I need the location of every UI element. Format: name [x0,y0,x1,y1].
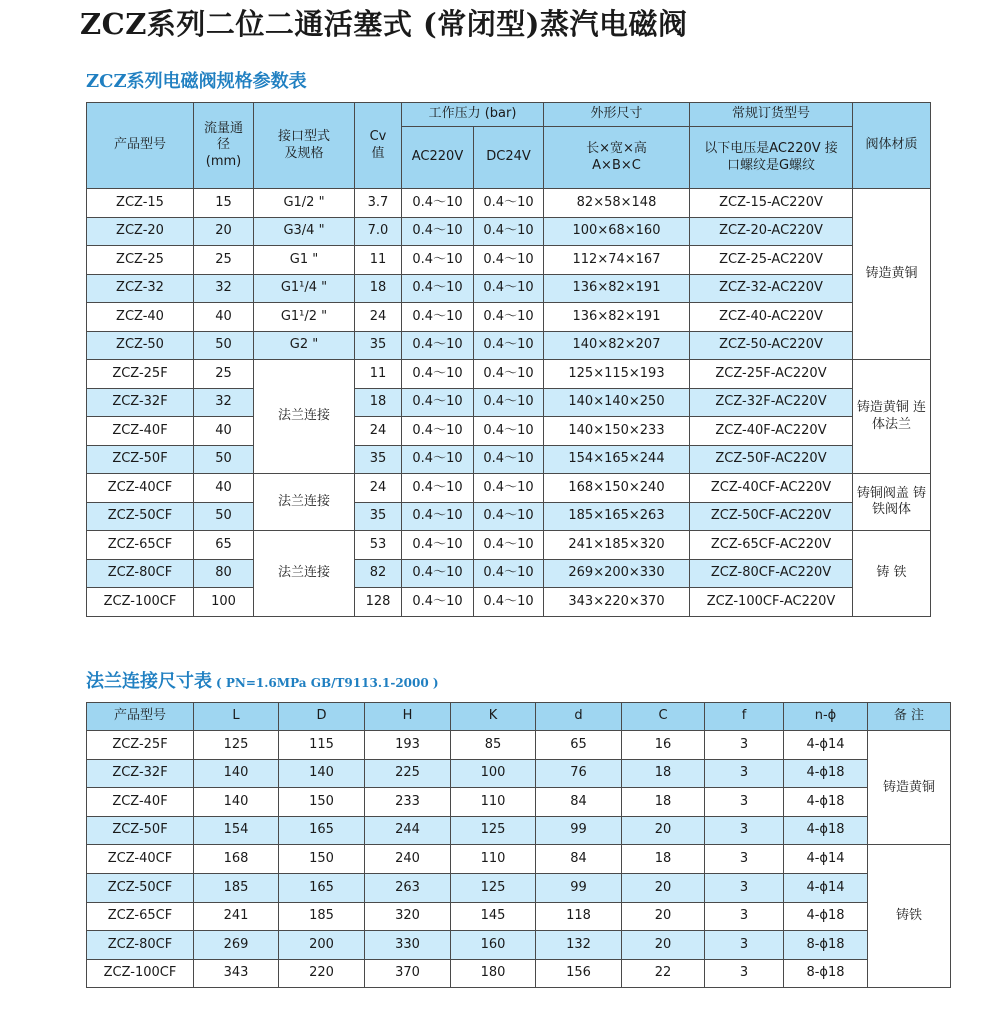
cell-flow: 40 [194,417,254,446]
cell-flow: 25 [194,360,254,389]
cell-ac: 0.4～10 [402,445,474,474]
flange-row [87,731,951,760]
cell-ac: 0.4～10 [402,331,474,360]
flange-col-header: H [365,703,451,731]
cell-model: ZCZ-25F [87,360,194,389]
flange-cell: 193 [365,731,451,760]
flange-table-title-text: 法兰连接尺寸表 [86,671,212,692]
spec-row [87,217,931,246]
flange-cell: 85 [451,731,536,760]
cell-order: ZCZ-50F-AC220V [690,445,853,474]
col-header-flow: 流量通径(mm) [194,103,254,189]
flange-cell: 22 [622,959,705,988]
flange-cell: 3 [705,788,784,817]
flange-cell: 220 [279,959,365,988]
flange-cell: 150 [279,788,365,817]
flange-cell: 145 [451,902,536,931]
flange-table [86,702,951,988]
spec-row [87,189,931,218]
cell-flow: 40 [194,303,254,332]
flange-cell: ZCZ-80CF [87,931,194,960]
cell-cv: 11 [355,360,402,389]
flange-cell: 156 [536,959,622,988]
spec-row [87,417,931,446]
flange-cell: 84 [536,845,622,874]
spec-table [86,102,931,617]
cell-dc: 0.4～10 [474,559,544,588]
cell-port-merged: 法兰连接 [254,474,355,531]
cell-cv: 18 [355,388,402,417]
flange-col-header: C [622,703,705,731]
cell-cv: 35 [355,331,402,360]
flange-cell: 4-ϕ14 [784,873,868,902]
flange-cell: 125 [451,816,536,845]
flange-row [87,816,951,845]
flange-cell: 168 [194,845,279,874]
flange-col-header: L [194,703,279,731]
cell-model: ZCZ-40CF [87,474,194,503]
col-header-ac: AC220V [402,127,474,189]
flange-cell: 4-ϕ18 [784,902,868,931]
cell-order: ZCZ-25F-AC220V [690,360,853,389]
cell-flow: 20 [194,217,254,246]
spec-row [87,360,931,389]
cell-ac: 0.4～10 [402,531,474,560]
cell-flow: 40 [194,474,254,503]
spec-row [87,531,931,560]
cell-flow: 50 [194,331,254,360]
cell-model: ZCZ-32 [87,274,194,303]
cell-cv: 35 [355,445,402,474]
flange-cell: 140 [194,759,279,788]
flange-cell: 244 [365,816,451,845]
spec-row [87,388,931,417]
cell-flow: 15 [194,189,254,218]
flange-cell: 3 [705,845,784,874]
flange-cell: 18 [622,759,705,788]
cell-dc: 0.4～10 [474,502,544,531]
col-header-port: 接口型式及规格 [254,103,355,189]
flange-remark: 铸造黄铜 [868,731,951,845]
flange-cell: 8-ϕ18 [784,931,868,960]
flange-cell: 115 [279,731,365,760]
cell-order: ZCZ-50CF-AC220V [690,502,853,531]
cell-port-merged: 法兰连接 [254,531,355,617]
cell-ac: 0.4～10 [402,388,474,417]
spec-row [87,246,931,275]
cell-ac: 0.4～10 [402,588,474,617]
flange-cell: 99 [536,873,622,902]
flange-cell: 140 [194,788,279,817]
flange-cell: 3 [705,731,784,760]
cell-material: 铸造黄铜 [853,189,931,360]
flange-row [87,845,951,874]
flange-cell: 241 [194,902,279,931]
col-header-order-sub: 以下电压是AC220V 接口螺纹是G螺纹 [690,127,853,189]
flange-cell: 65 [536,731,622,760]
cell-port: G1¹/2 " [254,303,355,332]
cell-cv: 53 [355,531,402,560]
cell-model: ZCZ-50 [87,331,194,360]
col-header-pressure: 工作压力 (bar) [402,103,544,127]
cell-dc: 0.4～10 [474,588,544,617]
cell-dc: 0.4～10 [474,331,544,360]
cell-order: ZCZ-32-AC220V [690,274,853,303]
cell-port: G1¹/4 " [254,274,355,303]
flange-cell: 320 [365,902,451,931]
flange-cell: 20 [622,873,705,902]
cell-cv: 11 [355,246,402,275]
cell-order: ZCZ-40F-AC220V [690,417,853,446]
flange-cell: 110 [451,845,536,874]
flange-cell: 240 [365,845,451,874]
spec-row [87,274,931,303]
cell-port: G3/4 " [254,217,355,246]
flange-cell: ZCZ-50CF [87,873,194,902]
flange-cell: 8-ϕ18 [784,959,868,988]
cell-dc: 0.4～10 [474,274,544,303]
cell-model: ZCZ-50CF [87,502,194,531]
flange-cell: 263 [365,873,451,902]
cell-ac: 0.4～10 [402,303,474,332]
flange-cell: 3 [705,759,784,788]
cell-dims: 269×200×330 [544,559,690,588]
col-header-cv: Cv值 [355,103,402,189]
spec-row [87,588,931,617]
cell-cv: 24 [355,417,402,446]
flange-cell: 4-ϕ14 [784,845,868,874]
cell-order: ZCZ-40-AC220V [690,303,853,332]
cell-flow: 25 [194,246,254,275]
cell-model: ZCZ-32F [87,388,194,417]
cell-dims: 125×115×193 [544,360,690,389]
flange-cell: 370 [365,959,451,988]
flange-cell: 4-ϕ14 [784,731,868,760]
flange-cell: ZCZ-32F [87,759,194,788]
flange-cell: 140 [279,759,365,788]
flange-row [87,873,951,902]
cell-ac: 0.4～10 [402,189,474,218]
cell-model: ZCZ-40 [87,303,194,332]
cell-ac: 0.4～10 [402,502,474,531]
spec-row [87,502,931,531]
flange-cell: 125 [451,873,536,902]
flange-cell: 180 [451,959,536,988]
flange-row [87,959,951,988]
flange-cell: 200 [279,931,365,960]
cell-cv: 3.7 [355,189,402,218]
flange-cell: 3 [705,816,784,845]
cell-flow: 32 [194,388,254,417]
cell-dc: 0.4～10 [474,246,544,275]
cell-dims: 112×74×167 [544,246,690,275]
cell-dc: 0.4～10 [474,388,544,417]
cell-model: ZCZ-15 [87,189,194,218]
cell-ac: 0.4～10 [402,217,474,246]
cell-dc: 0.4～10 [474,531,544,560]
flange-table-title [86,667,439,693]
col-header-dc: DC24V [474,127,544,189]
flange-cell: 4-ϕ18 [784,788,868,817]
flange-cell: 185 [194,873,279,902]
cell-dc: 0.4～10 [474,217,544,246]
flange-cell: ZCZ-50F [87,816,194,845]
cell-order: ZCZ-40CF-AC220V [690,474,853,503]
cell-order: ZCZ-80CF-AC220V [690,559,853,588]
flange-cell: 225 [365,759,451,788]
cell-port: G1/2 " [254,189,355,218]
cell-dc: 0.4～10 [474,303,544,332]
flange-row [87,931,951,960]
cell-port: G2 " [254,331,355,360]
flange-cell: 20 [622,931,705,960]
spec-table-title: ZCZ系列电磁阀规格参数表 [86,71,307,92]
cell-port: G1 " [254,246,355,275]
cell-order: ZCZ-50-AC220V [690,331,853,360]
cell-order: ZCZ-65CF-AC220V [690,531,853,560]
page-title: ZCZ系列二位二通活塞式 (常闭型)蒸汽电磁阀 [80,7,688,41]
flange-cell: 16 [622,731,705,760]
flange-col-header: n-ϕ [784,703,868,731]
flange-cell: 3 [705,931,784,960]
cell-flow: 65 [194,531,254,560]
spec-row [87,331,931,360]
cell-cv: 24 [355,474,402,503]
cell-ac: 0.4～10 [402,417,474,446]
cell-dims: 100×68×160 [544,217,690,246]
cell-dc: 0.4～10 [474,445,544,474]
spec-row [87,445,931,474]
cell-material: 铸铜阀盖 铸铁阀体 [853,474,931,531]
cell-ac: 0.4～10 [402,246,474,275]
flange-col-header: K [451,703,536,731]
cell-dims: 241×185×320 [544,531,690,560]
flange-cell: 4-ϕ18 [784,816,868,845]
cell-flow: 50 [194,445,254,474]
cell-cv: 82 [355,559,402,588]
cell-material: 铸 铁 [853,531,931,617]
cell-order: ZCZ-32F-AC220V [690,388,853,417]
flange-cell: 3 [705,873,784,902]
flange-cell: 165 [279,816,365,845]
flange-cell: 20 [622,902,705,931]
spec-row [87,559,931,588]
flange-cell: 3 [705,959,784,988]
cell-order: ZCZ-20-AC220V [690,217,853,246]
flange-cell: 18 [622,788,705,817]
cell-flow: 80 [194,559,254,588]
cell-flow: 32 [194,274,254,303]
flange-row [87,902,951,931]
cell-dims: 343×220×370 [544,588,690,617]
flange-col-header: d [536,703,622,731]
cell-dc: 0.4～10 [474,360,544,389]
cell-dims: 136×82×191 [544,274,690,303]
flange-cell: 233 [365,788,451,817]
cell-dims: 140×82×207 [544,331,690,360]
flange-cell: 100 [451,759,536,788]
cell-ac: 0.4～10 [402,559,474,588]
flange-cell: 110 [451,788,536,817]
cell-order: ZCZ-25-AC220V [690,246,853,275]
flange-cell: 18 [622,845,705,874]
col-header-material: 阀体材质 [853,103,931,189]
cell-dims: 185×165×263 [544,502,690,531]
cell-model: ZCZ-80CF [87,559,194,588]
cell-material: 铸造黄铜 连体法兰 [853,360,931,474]
flange-cell: ZCZ-40F [87,788,194,817]
spec-row [87,303,931,332]
flange-cell: 99 [536,816,622,845]
spec-row [87,474,931,503]
cell-flow: 100 [194,588,254,617]
flange-cell: 330 [365,931,451,960]
cell-dims: 82×58×148 [544,189,690,218]
flange-col-header: f [705,703,784,731]
flange-cell: 132 [536,931,622,960]
cell-dc: 0.4～10 [474,189,544,218]
cell-model: ZCZ-65CF [87,531,194,560]
flange-cell: 343 [194,959,279,988]
flange-row [87,759,951,788]
flange-cell: ZCZ-25F [87,731,194,760]
cell-order: ZCZ-15-AC220V [690,189,853,218]
flange-cell: 76 [536,759,622,788]
cell-cv: 18 [355,274,402,303]
cell-model: ZCZ-25 [87,246,194,275]
flange-cell: 4-ϕ18 [784,759,868,788]
flange-cell: ZCZ-40CF [87,845,194,874]
flange-cell: 125 [194,731,279,760]
cell-model: ZCZ-40F [87,417,194,446]
cell-dims: 154×165×244 [544,445,690,474]
flange-cell: 20 [622,816,705,845]
flange-cell: 150 [279,845,365,874]
flange-table-subtitle: ( PN=1.6MPa GB/T9113.1-2000 ) [216,676,439,690]
cell-model: ZCZ-50F [87,445,194,474]
cell-ac: 0.4～10 [402,474,474,503]
flange-cell: 165 [279,873,365,902]
flange-col-header: 产品型号 [87,703,194,731]
cell-ac: 0.4～10 [402,274,474,303]
flange-col-header: 备 注 [868,703,951,731]
flange-cell: 269 [194,931,279,960]
flange-cell: 185 [279,902,365,931]
flange-cell: 160 [451,931,536,960]
cell-model: ZCZ-100CF [87,588,194,617]
cell-flow: 50 [194,502,254,531]
cell-ac: 0.4～10 [402,360,474,389]
cell-dc: 0.4～10 [474,474,544,503]
flange-cell: 84 [536,788,622,817]
cell-cv: 35 [355,502,402,531]
flange-col-header: D [279,703,365,731]
col-header-dims-sub: 长×宽×高 A×B×C [544,127,690,189]
cell-model: ZCZ-20 [87,217,194,246]
flange-cell: ZCZ-100CF [87,959,194,988]
cell-dims: 140×150×233 [544,417,690,446]
cell-dims: 140×140×250 [544,388,690,417]
flange-row [87,788,951,817]
cell-cv: 7.0 [355,217,402,246]
col-header-order: 常规订货型号 [690,103,853,127]
flange-cell: 3 [705,902,784,931]
flange-cell: ZCZ-65CF [87,902,194,931]
cell-port-merged: 法兰连接 [254,360,355,474]
cell-order: ZCZ-100CF-AC220V [690,588,853,617]
col-header-dims: 外形尺寸 [544,103,690,127]
col-header-model: 产品型号 [87,103,194,189]
cell-dims: 168×150×240 [544,474,690,503]
cell-cv: 24 [355,303,402,332]
flange-remark: 铸铁 [868,845,951,988]
cell-dims: 136×82×191 [544,303,690,332]
flange-cell: 154 [194,816,279,845]
cell-dc: 0.4～10 [474,417,544,446]
cell-cv: 128 [355,588,402,617]
flange-cell: 118 [536,902,622,931]
